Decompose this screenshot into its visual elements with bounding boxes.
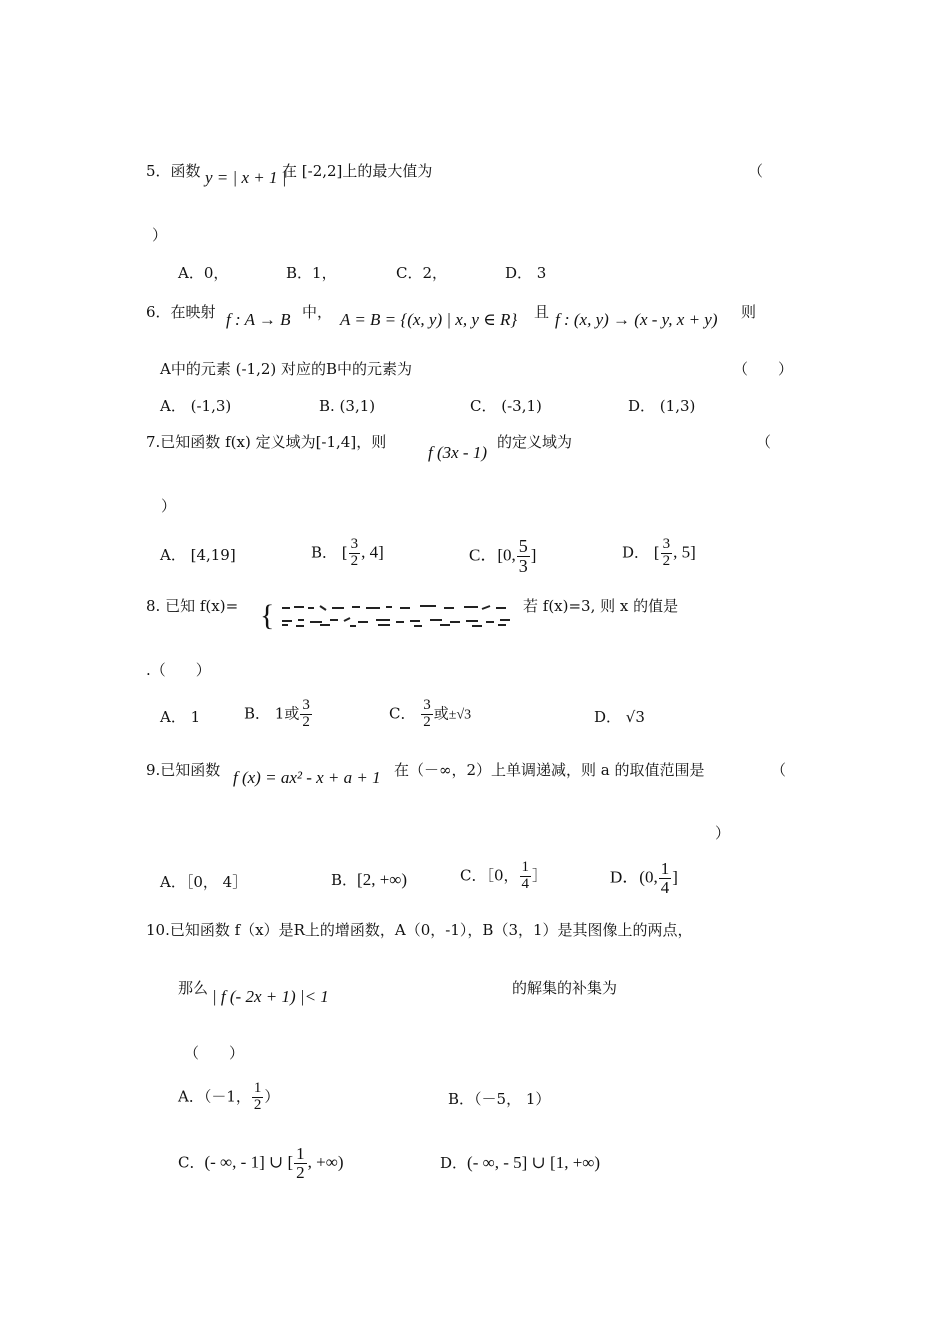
q7-paren-close: ） xyxy=(161,497,177,515)
q10-option-b: B．（－5， 1） xyxy=(448,1090,551,1108)
q7-option-d: D． [ $\frac{3}{2}$ , 5] xyxy=(622,536,696,569)
q8-text1: 8. 已知 f(x)= xyxy=(146,597,239,615)
q6-number: 6．在映射 xyxy=(146,303,216,321)
q8-option-b-fraction: $\frac{3}{2}$ xyxy=(302,697,310,730)
q8-option-a: A． 1 xyxy=(160,708,201,726)
q10-option-d: D．(- ∞, - 5] ∪ [1, +∞) xyxy=(440,1153,601,1172)
q6-option-b: B. (3,1) xyxy=(319,397,376,415)
q7-option-c-fraction: $\frac{5}{3}$ xyxy=(518,536,528,576)
q7-expression: f (3x - 1) xyxy=(428,443,488,462)
q9-option-b: B．[2, +∞) xyxy=(331,870,408,889)
q7-text1: 7.已知函数 f(x) 定义域为[-1,4]，则 xyxy=(146,433,387,451)
q6-set: A = B = {(x, y) | x, y ∈ R} xyxy=(340,310,518,329)
q6-mid: 中， xyxy=(302,303,333,321)
q5-paren-open: （ xyxy=(748,162,764,180)
q7-text2: 的定义域为 xyxy=(497,433,573,451)
q10-text2: 的解集的补集为 xyxy=(512,979,618,997)
q9-paren-open: （ xyxy=(771,761,787,779)
q5-option-d: D． 3 xyxy=(505,264,547,282)
q10-option-a: A．（－1， $\frac{1}{2}$ ） xyxy=(178,1080,280,1113)
q5-paren-close: ） xyxy=(152,226,168,244)
q7-option-b: B． [ $\frac{3}{2}$ , 4] xyxy=(311,536,384,569)
q7-option-b-fraction: $\frac{3}{2}$ xyxy=(350,536,359,569)
q10-expression: | f (- 2x + 1) |< 1 xyxy=(212,987,329,1006)
q5-expression: y = | x + 1 | xyxy=(205,168,287,187)
q9-option-d: D．(0, $\frac{1}{4}$ ] xyxy=(610,859,678,897)
q5-number: 5．函数 xyxy=(146,162,201,180)
q9-text2: 在（－∞，2）上单调递减，则 a 的取值范围是 xyxy=(394,761,705,779)
q6-line2: A中的元素 (-1,2) 对应的B中的元素为 xyxy=(160,360,413,378)
q7-option-c: C．[0, $\frac{5}{3}$ ] xyxy=(469,536,537,576)
q6-ze: 则 xyxy=(741,303,757,321)
svg-text:{: { xyxy=(260,599,275,631)
q8-option-d: D． √3 xyxy=(594,708,645,726)
q8-option-c: C． $\frac{3}{2}$ 或±√3 xyxy=(389,697,472,730)
q5-text: 在 [-2,2]上的最大值为 xyxy=(282,162,433,180)
q6-option-a: A． (-1,3) xyxy=(160,397,232,415)
q10-paren: （ ） xyxy=(184,1044,245,1062)
q9-option-c-fraction: $\frac{1}{4}$ xyxy=(521,859,530,892)
q10-option-c-fraction: $\frac{1}{2}$ xyxy=(296,1144,305,1182)
q6-map: f : A → B xyxy=(226,310,291,329)
q7-option-b-pre: B． [ xyxy=(311,543,348,562)
q8-option-c-fraction: $\frac{3}{2}$ xyxy=(423,697,431,730)
q8-piecewise-formula xyxy=(260,599,522,631)
q6-rule: f : (x, y) → (x - y, x + y) xyxy=(555,310,718,329)
q10-na: 那么 xyxy=(178,979,209,997)
q5-option-c: C．2， xyxy=(396,264,448,282)
q7-option-d-fraction: $\frac{3}{2}$ xyxy=(662,536,671,569)
q8-text2: 若 f(x)=3, 则 x 的值是 xyxy=(523,597,679,615)
q10-option-c: C．(- ∞, - 1] ∪ [ $\frac{1}{2}$ , +∞) xyxy=(178,1144,344,1182)
q9-option-d-fraction: $\frac{1}{4}$ xyxy=(660,859,670,897)
q6-paren: （ ） xyxy=(733,360,794,378)
q10-option-a-fraction: $\frac{1}{2}$ xyxy=(253,1080,262,1113)
q9-paren-close: ） xyxy=(715,824,731,842)
q9-expression: f (x) = ax² - x + a + 1 xyxy=(233,768,381,787)
q9-option-a: A．［0， 4］ xyxy=(160,873,248,891)
q6-qie: 且 xyxy=(534,303,550,321)
q9-option-c: C．［0， $\frac{1}{4}$ ］ xyxy=(460,859,548,892)
q9-text1: 9.已知函数 xyxy=(146,761,221,779)
q6-option-d: D． (1,3) xyxy=(628,397,696,415)
q8-paren: .（ ） xyxy=(146,661,211,679)
q8-option-b: B． 1或 $\frac{3}{2}$ xyxy=(244,697,310,730)
q7-paren-open: （ xyxy=(756,433,772,451)
q10-text1: 10.已知函数 f（x）是R上的增函数，A（0，-1），B（3，1）是其图像上的两点， xyxy=(146,921,693,939)
q5-option-a: A．0， xyxy=(178,264,229,282)
q6-option-c: C． (-3,1) xyxy=(470,397,542,415)
q7-option-a: A． [4,19] xyxy=(160,546,236,564)
q5-option-b: B．1， xyxy=(286,264,337,282)
